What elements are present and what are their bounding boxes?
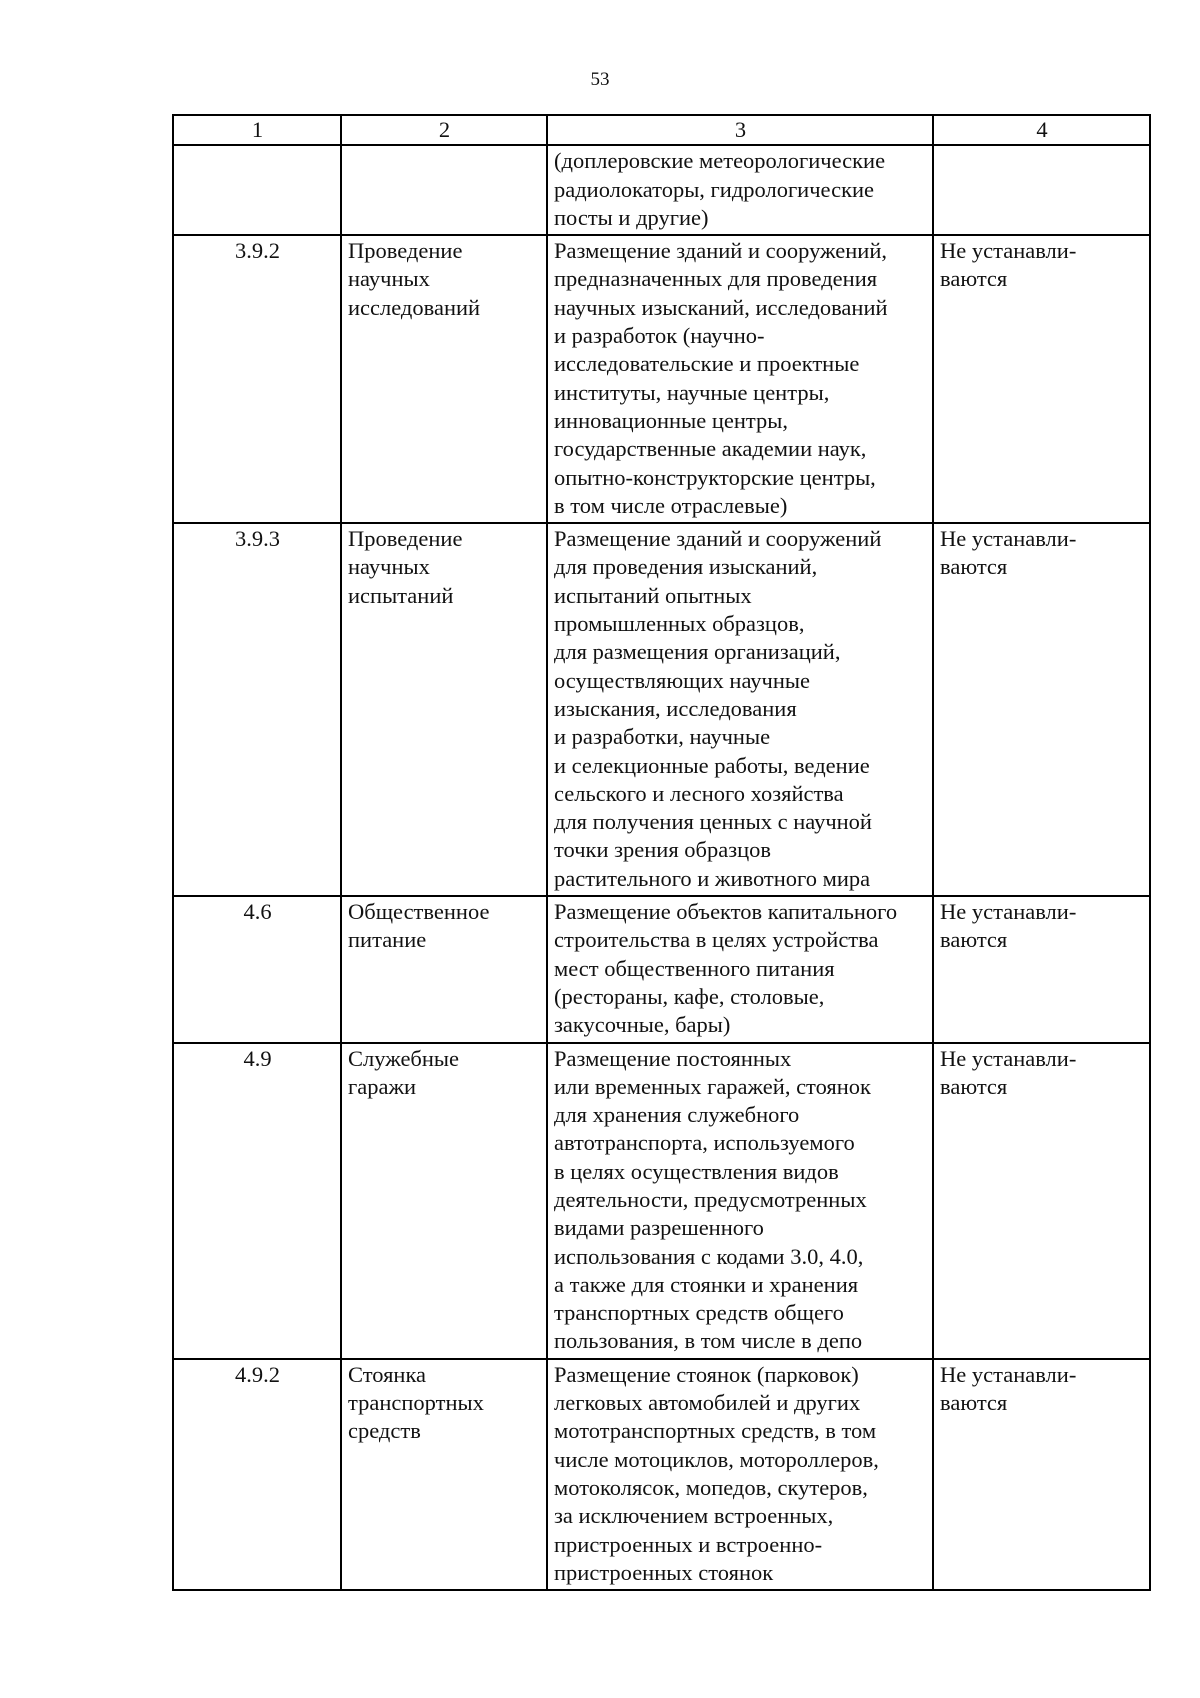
land-use-table [172, 114, 1151, 1591]
name-cell [341, 896, 547, 1042]
description-line: за исключением встроенных, [554, 1503, 834, 1529]
description-cell [547, 523, 933, 896]
code-cell: 3.9.3 [173, 523, 341, 896]
parameters-line: ваются [940, 266, 1008, 292]
description-line: Размещение зданий и сооружений, [554, 238, 888, 264]
description-line: пользования, в том числе в депо [554, 1328, 863, 1354]
description-line: для проведения изысканий, [554, 554, 818, 580]
description-line: (рестораны, кафе, столовые, [554, 983, 825, 1009]
description-line: опытно-конструкторские центры, [554, 464, 876, 490]
code-cell [173, 145, 341, 235]
name-line: научных [348, 554, 430, 580]
name-cell [341, 145, 547, 235]
name-line: питание [348, 927, 427, 953]
description-line: для размещения организаций, [554, 639, 841, 665]
description-line: Размещение объектов капитального [554, 899, 898, 925]
name-line: транспортных [348, 1390, 484, 1416]
column-number-1: 1 [173, 115, 341, 145]
parameters-line: ваются [940, 927, 1008, 953]
description-line: осуществляющих научные [554, 667, 810, 693]
description-line: изыскания, исследования [554, 695, 797, 721]
parameters-cell [933, 145, 1150, 235]
parameters-line: Не устанавли- [940, 238, 1077, 264]
description-line: деятельности, предусмотренных [554, 1186, 867, 1212]
parameters-line: ваются [940, 554, 1008, 580]
description-line: научных изысканий, исследований [554, 294, 888, 320]
code-cell: 4.6 [173, 896, 341, 1042]
parameters-line: Не устанавли- [940, 899, 1077, 925]
parameters-line: ваются [940, 1390, 1008, 1416]
description-line: сельского и лесного хозяйства [554, 780, 844, 806]
description-line: инновационные центры, [554, 407, 788, 433]
description-line: транспортных средств общего [554, 1300, 844, 1326]
description-line: государственные академии наук, [554, 436, 867, 462]
description-line: радиолокаторы, гидрологические [554, 176, 875, 202]
parameters-line: Не устанавли- [940, 1045, 1077, 1071]
parameters-line: Не устанавли- [940, 1361, 1077, 1387]
description-line: предназначенных для проведения [554, 266, 878, 292]
description-line: и разработки, научные [554, 724, 771, 750]
parameters-cell [933, 896, 1150, 1042]
code-cell: 3.9.2 [173, 235, 341, 523]
description-line: институты, научные центры, [554, 379, 830, 405]
description-line: исследовательские и проектные [554, 351, 860, 377]
description-line: мототранспортных средств, в том [554, 1418, 877, 1444]
description-line: пристроенных и встроенно- [554, 1531, 823, 1557]
description-line: или временных гаражей, стоянок [554, 1073, 871, 1099]
description-line: Размещение стоянок (парковок) [554, 1361, 859, 1387]
description-line: числе мотоциклов, мотороллеров, [554, 1446, 879, 1472]
code-cell: 4.9.2 [173, 1359, 341, 1590]
description-line: посты и другие) [554, 204, 709, 230]
name-line: научных [348, 266, 430, 292]
description-line: промышленных образцов, [554, 611, 805, 637]
table-row [173, 523, 1150, 896]
description-line: мест общественного питания [554, 955, 835, 981]
description-line: точки зрения образцов [554, 837, 772, 863]
name-cell [341, 1359, 547, 1590]
name-cell [341, 1043, 547, 1359]
table-row [173, 896, 1150, 1042]
description-cell [547, 235, 933, 523]
description-cell [547, 896, 933, 1042]
name-line: испытаний [348, 582, 454, 608]
name-cell [341, 235, 547, 523]
description-line: видами разрешенного [554, 1215, 764, 1241]
column-number-2: 2 [341, 115, 547, 145]
page-number: 53 [590, 69, 610, 90]
name-line: гаражи [348, 1073, 417, 1099]
table-row [173, 235, 1150, 523]
name-line: средств [348, 1418, 421, 1444]
name-line: Проведение [348, 238, 463, 264]
description-line: для хранения служебного [554, 1102, 800, 1128]
description-line: и селекционные работы, ведение [554, 752, 870, 778]
parameters-cell [933, 1043, 1150, 1359]
table-row [173, 1359, 1150, 1590]
description-line: (доплеровские метеорологические [554, 148, 886, 174]
table-row [173, 1043, 1150, 1359]
description-line: строительства в целях устройства [554, 927, 879, 953]
description-line: Размещение постоянных [554, 1045, 792, 1071]
table-body [173, 115, 1150, 1590]
description-line: а также для стоянки и хранения [554, 1271, 859, 1297]
description-cell [547, 145, 933, 235]
description-line: автотранспорта, используемого [554, 1130, 855, 1156]
description-line: Размещение зданий и сооружений [554, 526, 882, 552]
parameters-line: ваются [940, 1073, 1008, 1099]
description-line: испытаний опытных [554, 582, 752, 608]
parameters-line: Не устанавли- [940, 526, 1077, 552]
name-line: исследований [348, 294, 481, 320]
description-line: растительного и животного мира [554, 865, 871, 891]
description-line: легковых автомобилей и других [554, 1390, 861, 1416]
name-line: Стоянка [348, 1361, 427, 1387]
column-number-4: 4 [933, 115, 1150, 145]
parameters-cell [933, 1359, 1150, 1590]
description-cell [547, 1043, 933, 1359]
description-line: мотоколясок, мопедов, скутеров, [554, 1474, 868, 1500]
description-line: пристроенных стоянок [554, 1559, 774, 1585]
description-line: в целях осуществления видов [554, 1158, 839, 1184]
description-line: закусочные, бары) [554, 1012, 731, 1038]
name-line: Проведение [348, 526, 463, 552]
description-line: использования с кодами 3.0, 4.0, [554, 1243, 864, 1269]
parameters-cell [933, 235, 1150, 523]
name-line: Служебные [348, 1045, 460, 1071]
parameters-cell [933, 523, 1150, 896]
name-line: Общественное [348, 899, 490, 925]
description-line: в том числе отраслевые) [554, 492, 788, 518]
description-cell [547, 1359, 933, 1590]
column-number-3: 3 [547, 115, 933, 145]
name-cell [341, 523, 547, 896]
table-row [173, 145, 1150, 235]
code-cell: 4.9 [173, 1043, 341, 1359]
description-line: и разработок (научно- [554, 323, 765, 349]
description-line: для получения ценных с научной [554, 809, 872, 835]
table-header-row [173, 115, 1150, 145]
